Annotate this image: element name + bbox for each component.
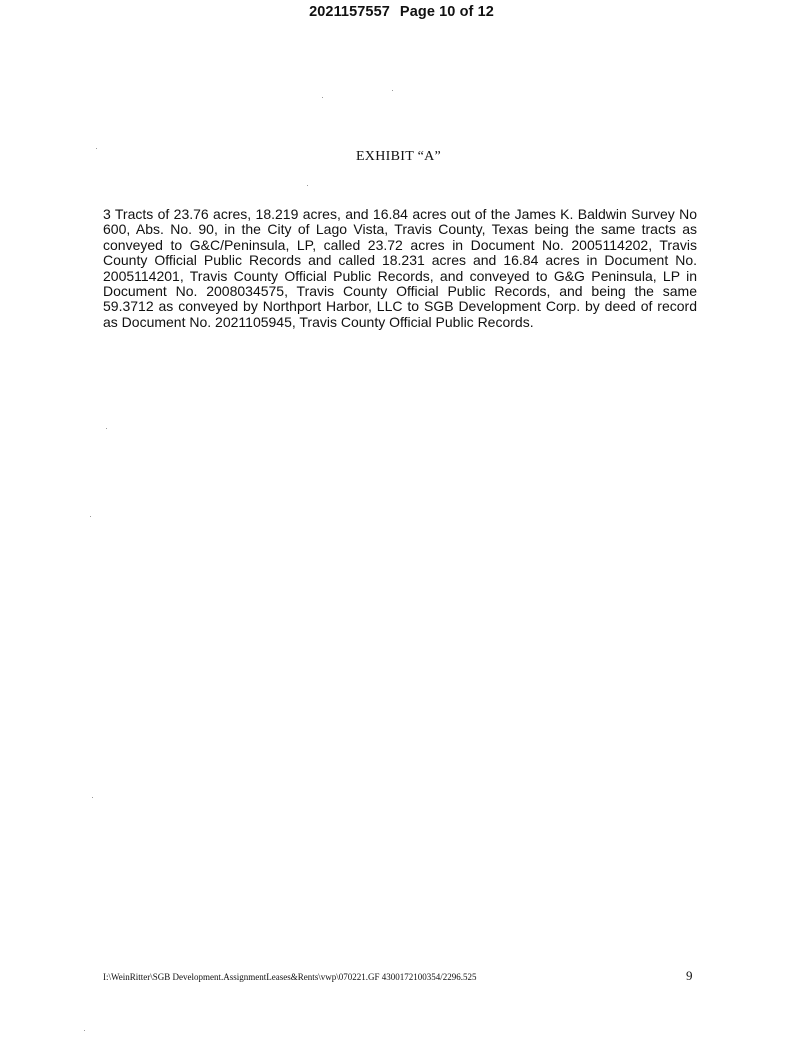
recording-document-number: 2021157557 [309, 4, 390, 20]
scan-speck [92, 797, 93, 798]
legal-description-paragraph: 3 Tracts of 23.76 acres, 18.219 acres, and 16.84 acres out of the James K. Baldwin Survey No 600, Abs. No. 90, in the City of Lago Vista, Travis County, Texas being the same tracts as conveyed to G&C/Peninsula, LP, called 23.72 acres in Document No. 2005114202, Travis County Official Public Records and called 18.231 acres and 16.84 acres in Document No. 2005114201, Travis County Official Public Records, and conveyed to G&G Peninsula, LP in Document No. 2008034575, Travis County Official Public Records, and being the same 59.3712 as conveyed by Northport Harbor, LLC to SGB Development Corp. by deed of record as Document No. 2021105945, Travis County Official Public Records. [103, 206, 697, 330]
footer-page-number: 9 [686, 968, 693, 983]
scan-speck [106, 428, 107, 429]
scan-speck [392, 90, 393, 91]
scan-speck [84, 1030, 85, 1031]
scan-speck [96, 148, 97, 149]
recording-header [0, 2, 803, 22]
exhibit-title: EXHIBIT “A” [355, 149, 442, 164]
scan-speck [322, 97, 323, 98]
footer-file-path: I:\WeinRitter\SGB Development.AssignmentLeases&Rents\vwp\070221.GF 4300172100354/2296.525 [103, 972, 477, 982]
recording-page-label: Page 10 of 12 [399, 4, 494, 20]
scan-speck [90, 516, 91, 517]
scan-speck [307, 185, 308, 186]
